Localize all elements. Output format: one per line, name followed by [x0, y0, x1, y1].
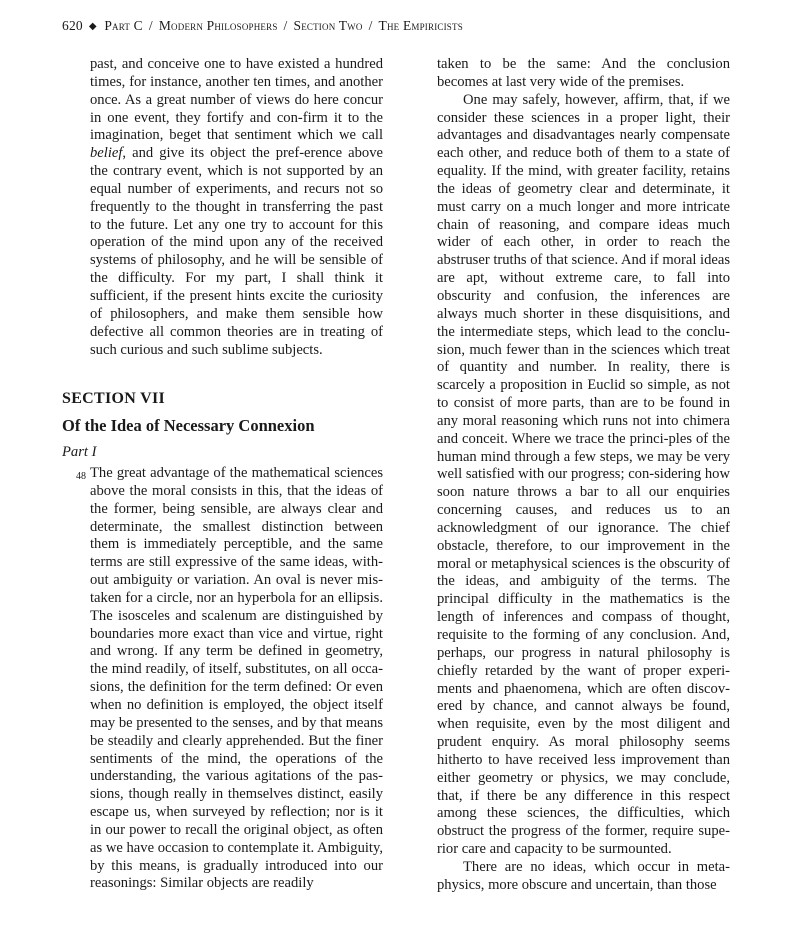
running-head-part: Part C [104, 18, 143, 33]
paragraph-number: 48 [76, 471, 86, 482]
paragraph-text: past, and conceive one to have existed a hundred times, for instance, another ten times, and another once. As a great number of views do here concur in one event, they fortify and con-firm it to the imagination, beget that sentiment which we call [90, 56, 383, 144]
page-number: 620 [62, 18, 83, 33]
part-label: Part I [62, 444, 97, 460]
running-head-subsection: The Empiricists [378, 18, 463, 33]
running-head [62, 18, 463, 34]
diamond-ornament-icon: ◆ [88, 21, 97, 32]
running-head-separator: / [368, 18, 373, 33]
paragraph: There are no ideas, which occur in meta-physics, more obscure and uncertain, than those [437, 858, 730, 893]
running-head-book: Modern Philosophers [158, 18, 278, 33]
paragraph [90, 56, 383, 359]
paragraph [76, 465, 383, 893]
left-column-bottom [76, 465, 383, 893]
paragraph-text: The great advantage of the mathematical sciences above the moral consists in this, that the ideas of the former, being sensible, are always clear and determinate, the smallest distinction between them is immediately perceptible, and the same terms are still expressive of the same ideas, with-out ambiguity or variation. An oval is never mis-taken for a circle, nor an hyperbola for an ellipsis. The isosceles and scalenum are distinguished by boundaries more exact than vice and virtue, right and wrong. If any term be defined in geometry, the mind readily, of itself, substitutes, on all occa-sions, the definition for the term defined: Or even when no definition is employed, the object itself may be presented to the senses, and by that means be steadily and clearly apprehended. But the finer sentiments of the mind, the operations of the understanding, the various agitations of the pas-sions, though really in themselves distinct, easily escape us, when surveyed by reflection; nor is it in our power to recall the original object, as often as we have occasion to contemplate it. Ambiguity, by this means, is gradually introduced into our reasonings: Similar objects are readily [90, 465, 383, 892]
section-title: Of the Idea of Necessary Connexion [62, 416, 315, 435]
left-column-top [90, 56, 383, 359]
emphasis-belief: belief [90, 145, 123, 162]
paragraph: One may safely, however, affirm, that, if we consider these sciences in a proper light, their advantages and disadvantages nearly compensate each other, and reduce both of them to a state of equality. If the mind, with greater facility, retains the ideas of geometry clear and determinate, it must carry on a much longer and more intricate chain of reasoning, and compare ideas much wider of each other, in order to reach the abstruser truths of that science. And if moral ideas are apt, without extreme care, to fall into obscurity and confusion, the inferences are always much shorter in these disquisitions, and the intermediate steps, which lead to the conclu-sion, much fewer than in the sciences which treat of quantity and number. In reality, there is scarcely a proposition in Euclid so simple, as not to consist of more parts, than are to be found in any moral reasoning which runs not into chimera and conceit. Where we trace the princi-ples of the human mind through a few steps, we may be very well satisfied with our progress; con-sidering how soon nature throws a bar to all our enquiries concerning causes, and reduces us to an acknowledgment of our ignorance. The chief obstacle, therefore, to our improvement in the moral or metaphysical sciences is the obscurity of the ideas, and ambiguity of the terms. The principal difficulty in the mathematics is the length of inferences and compass of thought, requisite to the forming of any conclusion. And, perhaps, our progress in natural philosophy is chiefly retarded by the want of proper experi-ments and phaenomena, which are often discov-ered by chance, and cannot always be found, when requisite, even by the most diligent and prudent enquiry. As moral philosophy seems hitherto to have received less improvement than either geometry or physics, we may conclude, that, if there be any difference in this respect among these sciences, the difficulties, which obstruct the progress of the former, require supe-rior care and capacity to be surmounted. [437, 91, 731, 858]
right-column [437, 56, 730, 895]
paragraph-text: , and give its object the pref-erence above the contrary event, which is not supported by an equal number of experiments, and recurs not so frequently to the thought in transferring the past to the future. Let any one try to account for this operation of the mind upon any of the received systems of philosophy, and he will be sensible of the difficulty. For my part, I shall think it sufficient, if the present hints excite the curiosity of philosophers, and make them sensible how defective all common theories are in treating of such curious and such sublime subjects. [90, 145, 383, 358]
section-label: SECTION VII [62, 390, 166, 407]
running-head-section: Section Two [293, 18, 363, 33]
running-head-separator: / [283, 18, 288, 33]
paragraph: taken to be the same: And the conclusion becomes at last very wide of the premises. [437, 56, 730, 90]
running-head-separator: / [148, 18, 153, 33]
